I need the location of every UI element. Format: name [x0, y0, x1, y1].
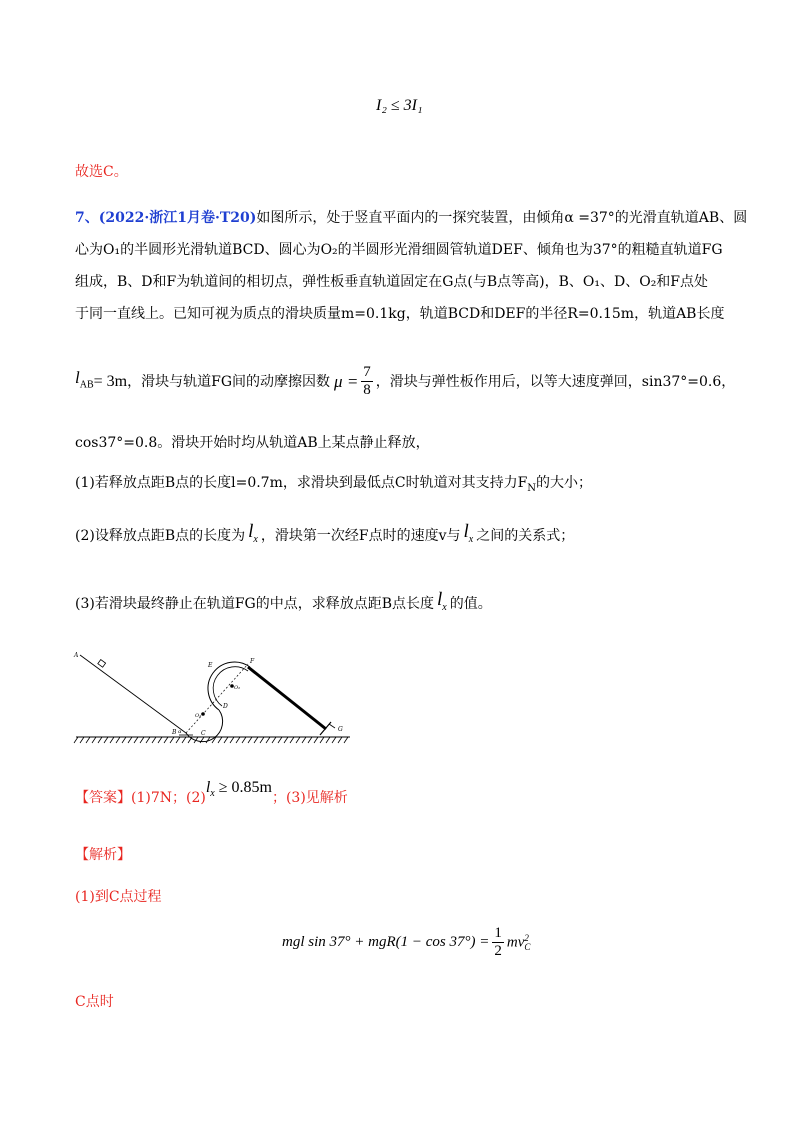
- question-line-1: [75, 208, 747, 228]
- answer-formula: $l_x \ge 0.85m$: [205, 779, 272, 800]
- label-d: D: [223, 703, 228, 710]
- answer-part-1: (1)7N；(2): [131, 790, 206, 806]
- label-c: C: [201, 730, 206, 737]
- part-3: (3)若滑块最终静止在轨道FG的中点，求释放点距B点长度 $l_x$ 的值。: [75, 590, 492, 618]
- part-2: (2)设释放点距B点的长度为 $l_x$ ，滑块第一次经F点时的速度v与 $l_x$ 之间的关系式；: [75, 522, 574, 550]
- question-line-3: 组成，B、D和F为轨道间的相切点，弹性板垂直轨道固定在G点(与B点等高)，B、O₁、D、O₂和F点处: [75, 274, 709, 290]
- slider-block: [98, 660, 106, 668]
- friction-text: ，滑块与轨道FG间的动摩擦因数: [127, 373, 331, 390]
- mu-symbol: μ =: [334, 371, 359, 391]
- question-line-5: [75, 356, 735, 407]
- label-o1: O₁: [195, 713, 202, 719]
- mu-numerator: 7: [363, 364, 371, 381]
- lab-subscript: AB: [79, 379, 94, 391]
- lx-symbol: $l_x$: [437, 589, 447, 613]
- label-a: A: [74, 652, 79, 659]
- question-number: 7、: [75, 210, 99, 226]
- mu-fraction: [361, 364, 373, 399]
- answer-line: [75, 779, 348, 808]
- mu-denominator: 8: [363, 382, 371, 399]
- analysis-label: 【解析】: [75, 847, 131, 863]
- lx-symbol: $l_x$: [463, 521, 474, 545]
- equation-1: mgl sin 37° + mgR(1 − cos 37°) = $\frac{1}{2}$ mv 2 C: [282, 925, 531, 959]
- track-diagram: [72, 642, 352, 747]
- label-alpha: α: [178, 729, 182, 735]
- question-line-2: 心为O₁的半圆形光滑轨道BCD、圆心为O₂的半圆形光滑细圆管轨道DEF、倾角也为37°的粗糙直轨道FG: [75, 242, 723, 258]
- label-b: B: [172, 729, 177, 736]
- answer-part-3: ；(3)见解析: [271, 790, 348, 806]
- track-fg: [248, 667, 326, 729]
- label-f: F: [250, 658, 255, 665]
- label-o2: O₂: [234, 685, 241, 691]
- center-line: [186, 664, 248, 733]
- lab-value: = 3m: [93, 372, 128, 390]
- analysis-step-1: (1)到C点过程: [75, 889, 162, 905]
- question-text-1: 如图所示，处于竖直平面内的一探究装置，由倾角α =37°的光滑直轨道AB、圆: [256, 210, 748, 226]
- track-ab: [80, 655, 186, 733]
- label-e: E: [208, 662, 213, 669]
- track-def-outer: [208, 662, 250, 710]
- question-line-4: 于同一直线上。已知可视为质点的滑块质量m=0.1kg，轨道BCD和DEF的半径R=0.15m，轨道AB长度: [75, 306, 725, 322]
- analysis-step-2: C点时: [75, 994, 114, 1010]
- top-formula: I₂ ≤ 3I₁: [376, 97, 423, 114]
- part-1: (1)若释放点距B点的长度l=0.7m，求滑块到最低点C时轨道对其支持力$F_N$的大小；: [75, 475, 593, 494]
- question-source: (2022·浙江1月卷·T20): [98, 210, 257, 226]
- conclusion-text: 故选C。: [75, 164, 128, 180]
- question-line-6: cos37°=0.8。滑块开始时均从轨道AB上某点静止释放，: [75, 435, 430, 451]
- label-g: G: [338, 726, 343, 733]
- answer-label: 【答案】: [75, 790, 131, 806]
- lx-symbol: $l_x$: [248, 521, 258, 545]
- rebound-text: ，滑块与弹性板作用后，以等大速度弹回，sin37°=0.6，: [375, 373, 736, 390]
- lab-symbol: l: [75, 368, 80, 387]
